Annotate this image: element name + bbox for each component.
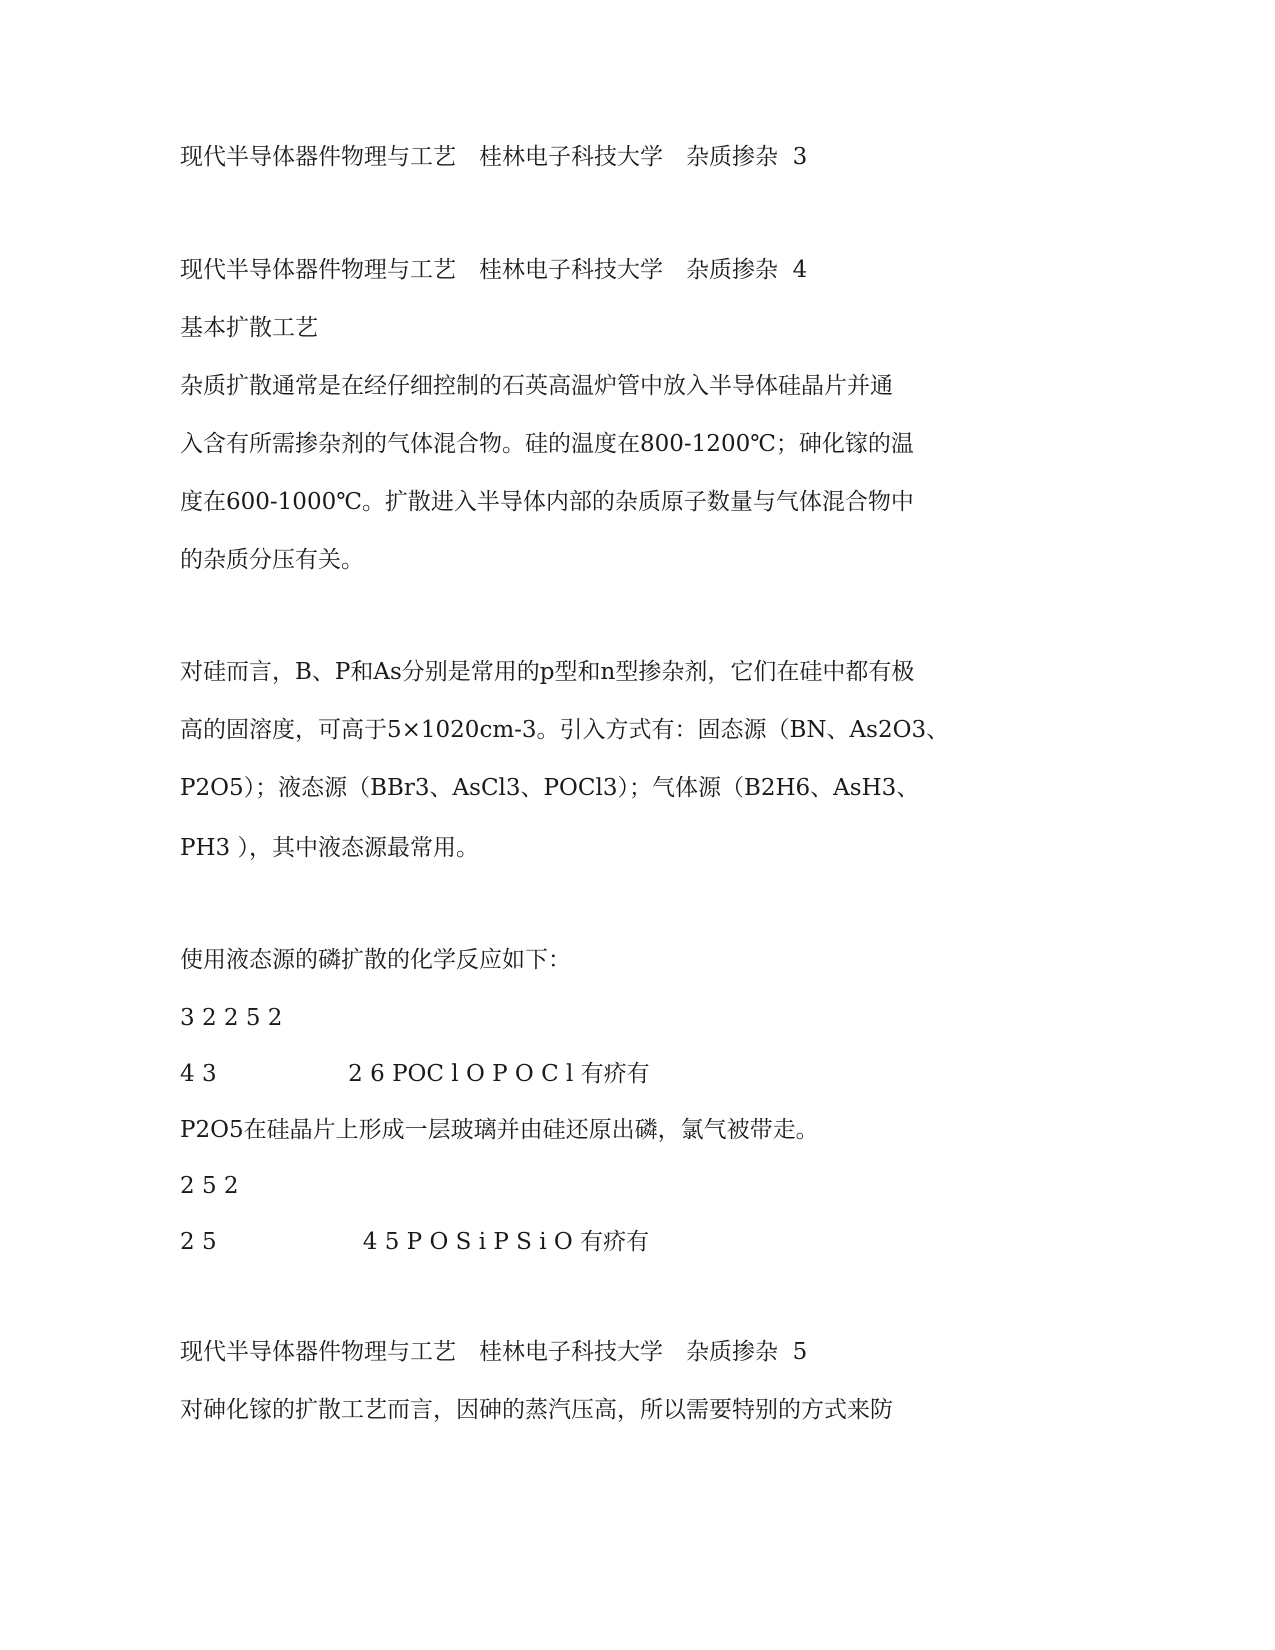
paragraph-1-line-4: 的杂质分压有关。 <box>180 547 364 573</box>
section-title: 基本扩散工艺 <box>180 315 318 341</box>
paragraph-2-line-3: P2O5）；液态源（BBr3、AsCl3、POCl3）；气体源（B2H6、AsH3、 <box>180 775 920 801</box>
paragraph-2-line-4: PH3 ），其中液态源最常用。 <box>180 835 479 861</box>
equation-1-subscripts: 3 2 2 5 2 <box>180 1005 283 1031</box>
p2o5-note: P2O5在硅晶片上形成一层玻璃并由硅还原出磷，氯气被带走。 <box>180 1117 819 1143</box>
page-header-3: 现代半导体器件物理与工艺 桂林电子科技大学 杂质掺杂 3 <box>180 144 808 170</box>
equation-2: 2 5 4 5 P O S i P S i O 有疥有 <box>180 1229 650 1255</box>
page-header-5: 现代半导体器件物理与工艺 桂林电子科技大学 杂质掺杂 5 <box>180 1339 808 1365</box>
paragraph-2-line-1: 对硅而言，B、P和As分别是常用的p型和n型掺杂剂，它们在硅中都有极 <box>180 659 915 685</box>
paragraph-2-line-2: 高的固溶度，可高于5×1020cm-3。引入方式有：固态源（BN、As2O3、 <box>180 717 950 743</box>
paragraph-1-line-3: 度在600-1000℃。扩散进入半导体内部的杂质原子数量与气体混合物中 <box>180 489 914 515</box>
equation-2-subscripts: 2 5 2 <box>180 1173 239 1199</box>
paragraph-1-line-2: 入含有所需掺杂剂的气体混合物。硅的温度在800-1200℃；砷化镓的温 <box>180 431 914 457</box>
page-header-4: 现代半导体器件物理与工艺 桂林电子科技大学 杂质掺杂 4 <box>180 257 808 283</box>
reaction-intro: 使用液态源的磷扩散的化学反应如下： <box>180 947 571 973</box>
paragraph-3-line-1: 对砷化镓的扩散工艺而言，因砷的蒸汽压高，所以需要特别的方式来防 <box>180 1397 893 1423</box>
equation-1: 4 3 2 6 POC l O P O C l 有疥有 <box>180 1061 650 1087</box>
paragraph-1-line-1: 杂质扩散通常是在经仔细控制的石英高温炉管中放入半导体硅晶片并通 <box>180 373 893 399</box>
